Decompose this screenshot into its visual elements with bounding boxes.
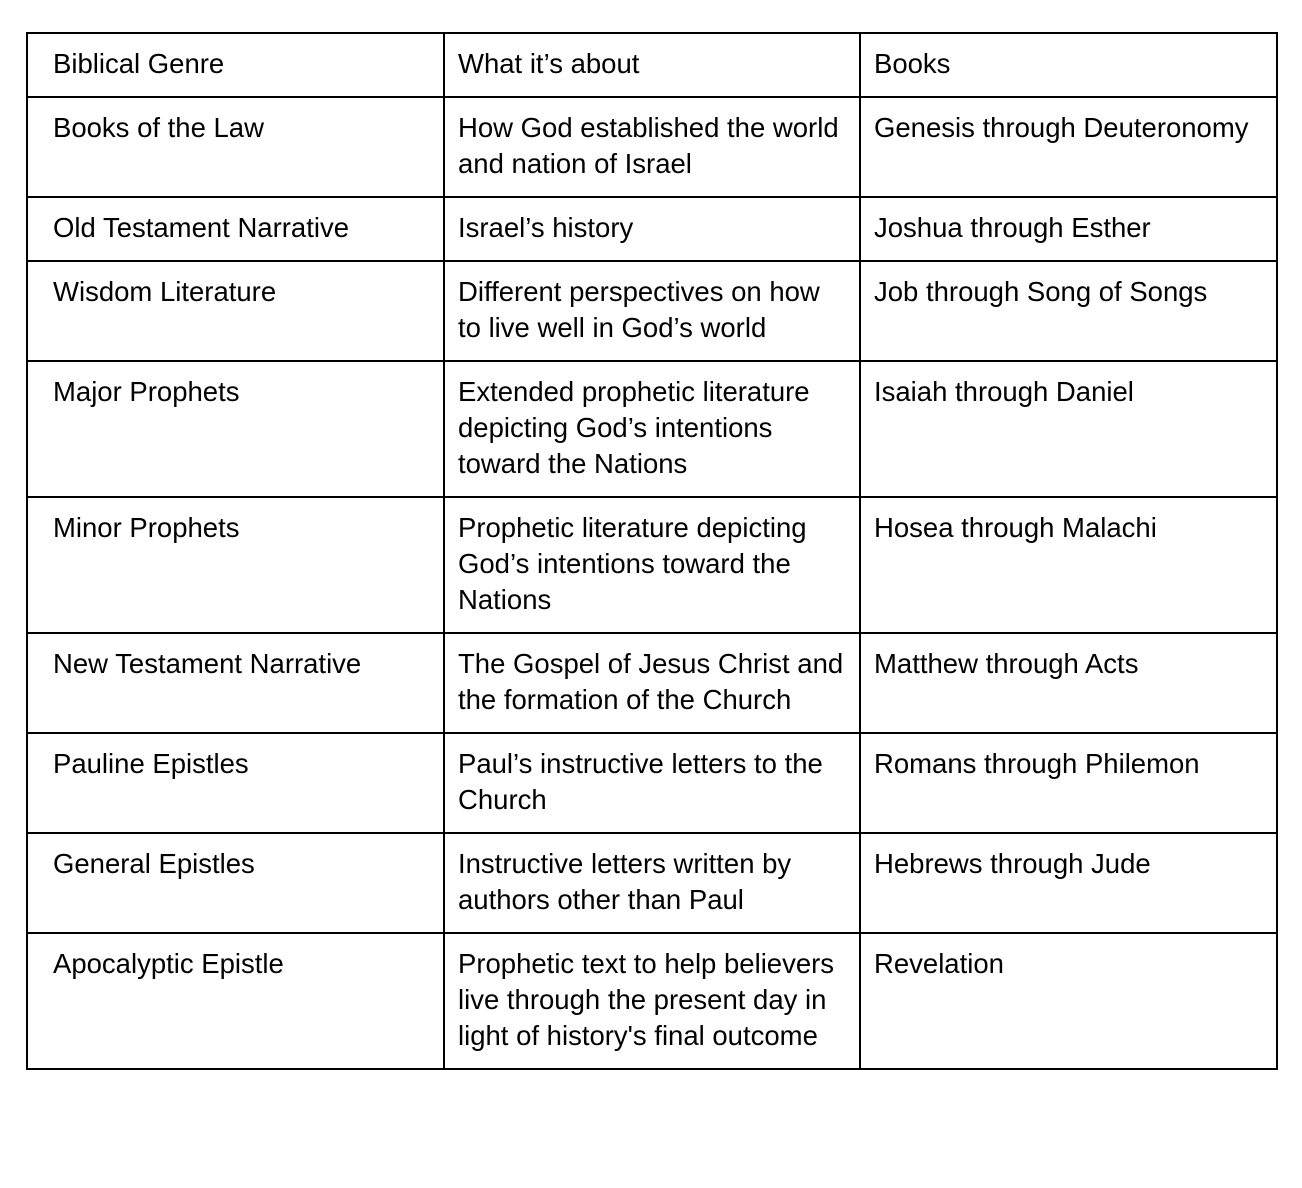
books-cell: Joshua through Esther	[860, 197, 1277, 261]
table-row	[27, 833, 1277, 933]
about-cell: Paul’s instructive letters to the Church	[444, 733, 860, 833]
header-what-its-about: What it’s about	[444, 33, 860, 97]
about-cell: Instructive letters written by authors other than Paul	[444, 833, 860, 933]
about-cell: How God established the world and nation of Israel	[444, 97, 860, 197]
about-cell: Prophetic text to help believers live through the present day in light of history's final outcome	[444, 933, 860, 1069]
books-cell: Revelation	[860, 933, 1277, 1069]
books-cell: Hosea through Malachi	[860, 497, 1277, 633]
about-cell: Israel’s history	[444, 197, 860, 261]
table-header-row	[27, 33, 1277, 97]
books-cell: Genesis through Deuteronomy	[860, 97, 1277, 197]
about-cell: The Gospel of Jesus Christ and the formation of the Church	[444, 633, 860, 733]
table-row	[27, 633, 1277, 733]
genre-cell: Wisdom Literature	[27, 261, 444, 361]
about-cell: Prophetic literature depicting God’s intentions toward the Nations	[444, 497, 860, 633]
genre-cell: Pauline Epistles	[27, 733, 444, 833]
genre-cell: Books of the Law	[27, 97, 444, 197]
books-cell: Matthew through Acts	[860, 633, 1277, 733]
about-cell: Extended prophetic literature depicting God’s intentions toward the Nations	[444, 361, 860, 497]
books-cell: Job through Song of Songs	[860, 261, 1277, 361]
genre-cell: General Epistles	[27, 833, 444, 933]
genre-cell: Apocalyptic Epistle	[27, 933, 444, 1069]
table-row	[27, 933, 1277, 1069]
genre-cell: Old Testament Narrative	[27, 197, 444, 261]
table-row	[27, 97, 1277, 197]
genre-cell: New Testament Narrative	[27, 633, 444, 733]
table-row	[27, 197, 1277, 261]
table-row	[27, 361, 1277, 497]
genre-cell: Major Prophets	[27, 361, 444, 497]
header-books: Books	[860, 33, 1277, 97]
header-biblical-genre: Biblical Genre	[27, 33, 444, 97]
genre-cell: Minor Prophets	[27, 497, 444, 633]
books-cell: Romans through Philemon	[860, 733, 1277, 833]
books-cell: Isaiah through Daniel	[860, 361, 1277, 497]
about-cell: Different perspectives on how to live well in God’s world	[444, 261, 860, 361]
table-row	[27, 261, 1277, 361]
table-row	[27, 733, 1277, 833]
table-row	[27, 497, 1277, 633]
genre-table	[26, 32, 1278, 1070]
books-cell: Hebrews through Jude	[860, 833, 1277, 933]
